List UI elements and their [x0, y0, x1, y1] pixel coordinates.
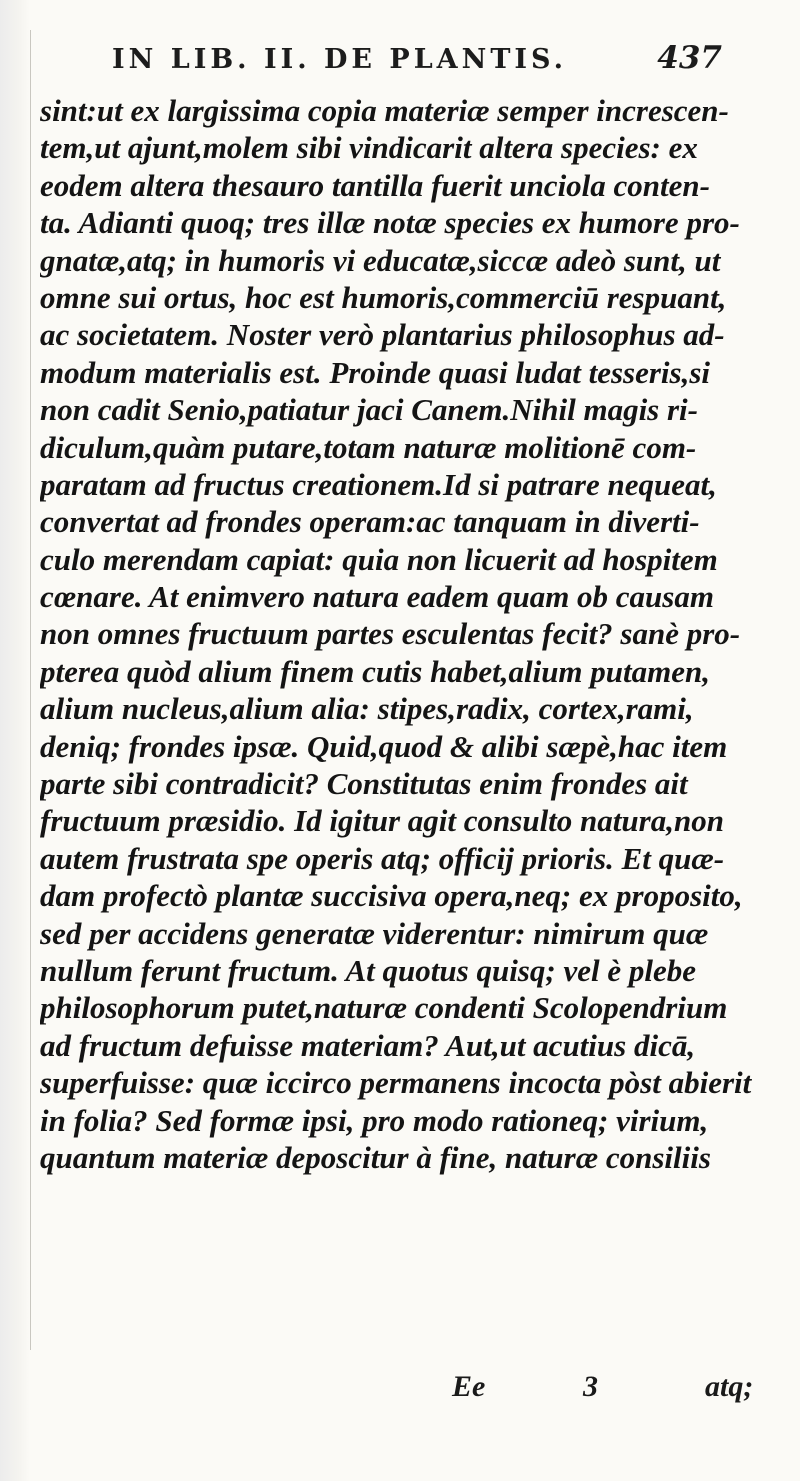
text-line: diculum,quàm putare,totam naturæ molitionē com- — [40, 429, 697, 465]
text-line: tem,ut ajunt,molem sibi vindicarit altera species: ex — [40, 130, 698, 166]
binding-edge — [30, 30, 31, 1350]
text-line: sed per accidens generatæ viderentur: nimirum quæ — [40, 915, 709, 951]
text-line: modum materialis est. Proinde quasi ludat tesseris,si — [40, 354, 711, 390]
text-line: philosophorum putet,naturæ condenti Scolopendrium — [40, 990, 728, 1026]
text-line: ac societatem. Noster verò plantarius philosophus ad- — [40, 317, 725, 353]
text-line: deniq; frondes ipsæ. Quid,quod & alibi sæpè,hac item — [40, 728, 728, 764]
catchword: atq; — [705, 1370, 754, 1403]
text-line: fructuum præsidio. Id igitur agit consulto natura,non — [40, 803, 724, 839]
text-line: quantum materiæ deposcitur à fine, naturæ consiliis — [40, 1139, 711, 1175]
text-line: pterea quòd alium finem cutis habet,alium putamen, — [40, 653, 711, 689]
text-line: culo merendam capiat: quia non licuerit ad hospitem — [40, 541, 718, 577]
running-head: IN LIB. II. DE PLANTIS. — [112, 44, 567, 75]
text-line: convertat ad frondes operam:ac tanquam in diverti- — [40, 504, 700, 540]
text-line: non omnes fructuum partes esculentas fecit? sanè pro- — [40, 616, 741, 652]
signature-mark: Ee — [452, 1370, 486, 1403]
text-line: eodem altera thesauro tantilla fuerit unciola conten- — [40, 167, 710, 203]
text-line: omne sui ortus, hoc est humoris,commerciū respuant, — [40, 279, 727, 315]
page-number: 437 — [657, 40, 722, 76]
signature-number: 3 — [583, 1370, 598, 1403]
text-line: cœnare. At enimvero natura eadem quam ob causam — [40, 579, 714, 615]
text-line: parte sibi contradicit? Constitutas enim frondes ait — [40, 766, 688, 802]
page-header — [112, 40, 722, 80]
page-footer — [0, 1370, 800, 1412]
text-line: dam profectò plantæ succisiva opera,neq; ex proposito, — [40, 878, 743, 914]
text-line: paratam ad fructus creationem.Id si patrare nequeat, — [40, 466, 717, 502]
text-line: nullum ferunt fructum. At quotus quisq; vel è plebe — [40, 952, 696, 988]
text-line: gnatæ,atq; in humoris vi educatæ,siccæ adeò sunt, ut — [40, 242, 721, 278]
text-line: superfuisse: quæ iccirco permanens incocta pòst abierit — [40, 1065, 752, 1101]
page-gutter-shadow — [0, 0, 30, 1481]
text-line: sint:ut ex largissima copia materiæ semper increscen- — [40, 93, 729, 128]
text-line: in folia? Sed formæ ipsi, pro modo rationeq; virium, — [40, 1102, 709, 1138]
text-line: autem frustrata spe operis atq; officij prioris. Et quæ- — [40, 840, 725, 876]
body-text — [40, 92, 800, 1176]
text-line: ad fructum defuisse materiam? Aut,ut acutius dicā, — [40, 1027, 696, 1063]
text-line: alium nucleus,alium alia: stipes,radix, cortex,rami, — [40, 691, 694, 727]
text-line: non cadit Senio,patiatur jaci Canem.Nihil magis ri- — [40, 392, 698, 428]
text-line: ta. Adianti quoq; tres illæ notæ species ex humore pro- — [40, 205, 740, 241]
